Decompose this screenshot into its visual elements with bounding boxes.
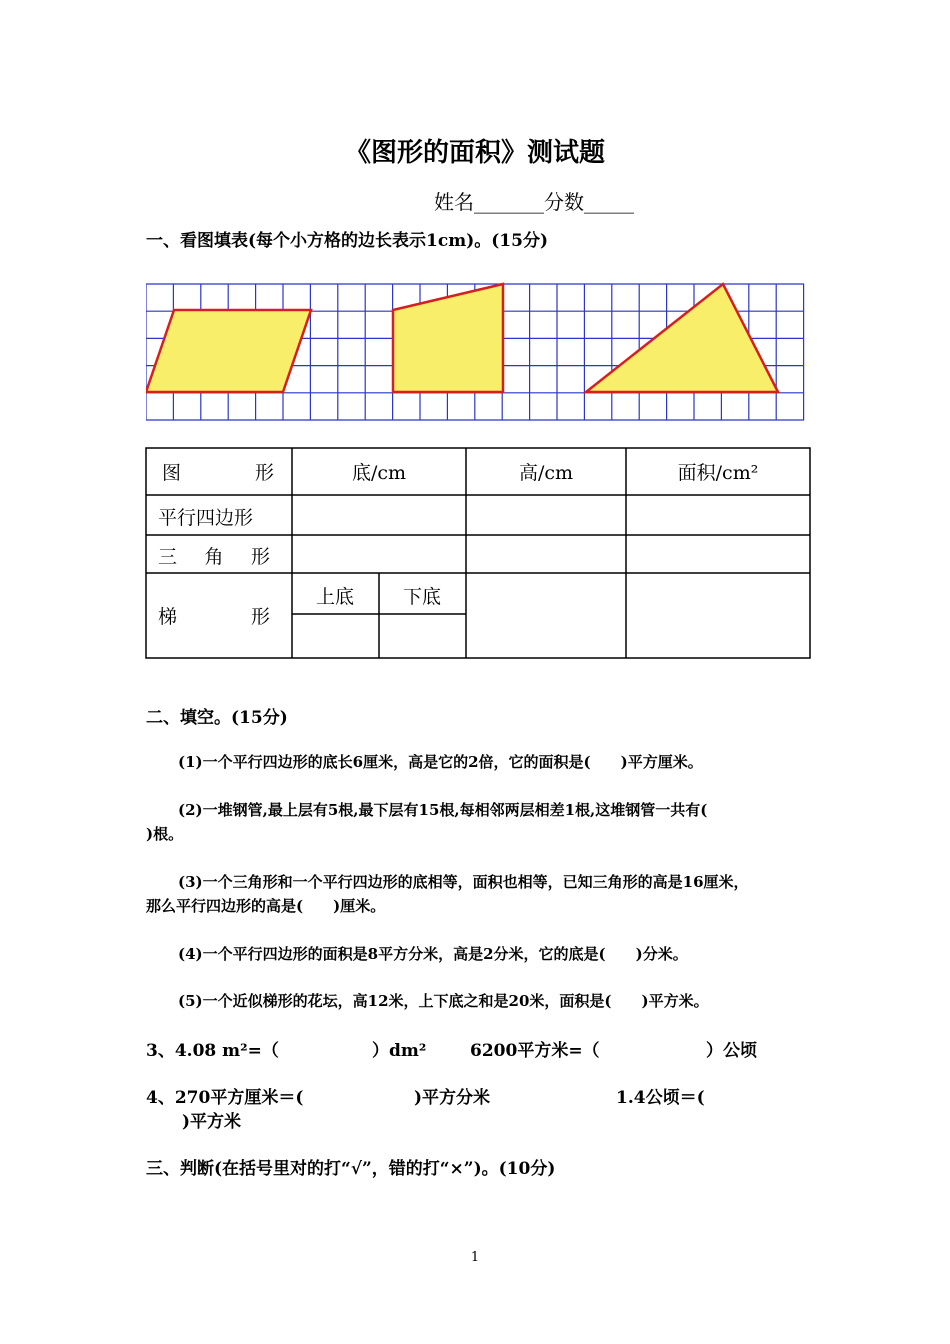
page-title: 《图形的面积》测试题 [344,138,605,168]
row-trapezoid: 梯 形 [158,606,270,628]
conversion-4d: )平方米 [182,1112,242,1132]
row-parallelogram: 平行四边形 [158,507,254,529]
subheader-bottom-base: 下底 [402,586,442,608]
score-blank[interactable]: _____ [584,190,634,214]
conversion-4c: 1.4公顷＝( [616,1088,705,1108]
section2-heading: 二、填空。(15分) [146,708,288,728]
fill-item-3: (3)一个三角形和一个平行四边形的底相等，面积也相等，已知三角形的高是16厘米， [178,873,749,891]
page-number: 1 [470,1250,480,1265]
fill-item-1: (1)一个平行四边形的底长6厘米，高是它的2倍，它的面积是( )平方厘米。 [178,753,703,771]
header-height: 高/cm [518,462,574,484]
parallelogram-shape [146,310,311,392]
score-label: 分数 [544,190,584,214]
subheader-top-base: 上底 [315,586,355,608]
conversion-3b: ）dm² [372,1041,427,1061]
conversion-3c: 6200平方米=（ [470,1041,600,1061]
conversion-4a: 4、270平方厘米＝( [146,1088,304,1108]
fill-item-2-cont: )根。 [146,825,184,843]
conversion-3d: ）公顷 [706,1041,757,1061]
fill-item-3-cont: 那么平行四边形的高是( )厘米。 [146,897,386,915]
shape-grid [146,282,811,422]
fill-item-4: (4)一个平行四边形的面积是8平方分米，高是2分米，它的底是( )分米。 [178,945,688,963]
header-shape: 图 形 [162,462,274,484]
header-base: 底/cm [351,462,407,484]
fill-item-5: (5)一个近似梯形的花坛，高12米，上下底之和是20米，面积是( )平方米。 [178,992,709,1010]
name-label: 姓名 [434,190,474,214]
conversion-4b: )平方分米 [414,1088,491,1108]
name-blank[interactable]: _______ [474,190,544,214]
student-info [434,186,634,215]
trapezoid-shape [393,284,503,392]
row-triangle: 三 角 形 [158,546,270,568]
section1-heading: 一、看图填表(每个小方格的边长表示1cm)。(15分) [146,231,548,251]
fill-item-2: (2)一堆钢管,最上层有5根,最下层有15根,每相邻两层相差1根,这堆钢管一共有( [178,801,708,819]
header-area: 面积/cm² [677,462,759,484]
conversion-3a: 3、4.08 m²=（ [146,1041,279,1061]
area-table [144,447,812,660]
section3-heading: 三、判断(在括号里对的打“√”，错的打“×”)。(10分) [146,1159,556,1179]
